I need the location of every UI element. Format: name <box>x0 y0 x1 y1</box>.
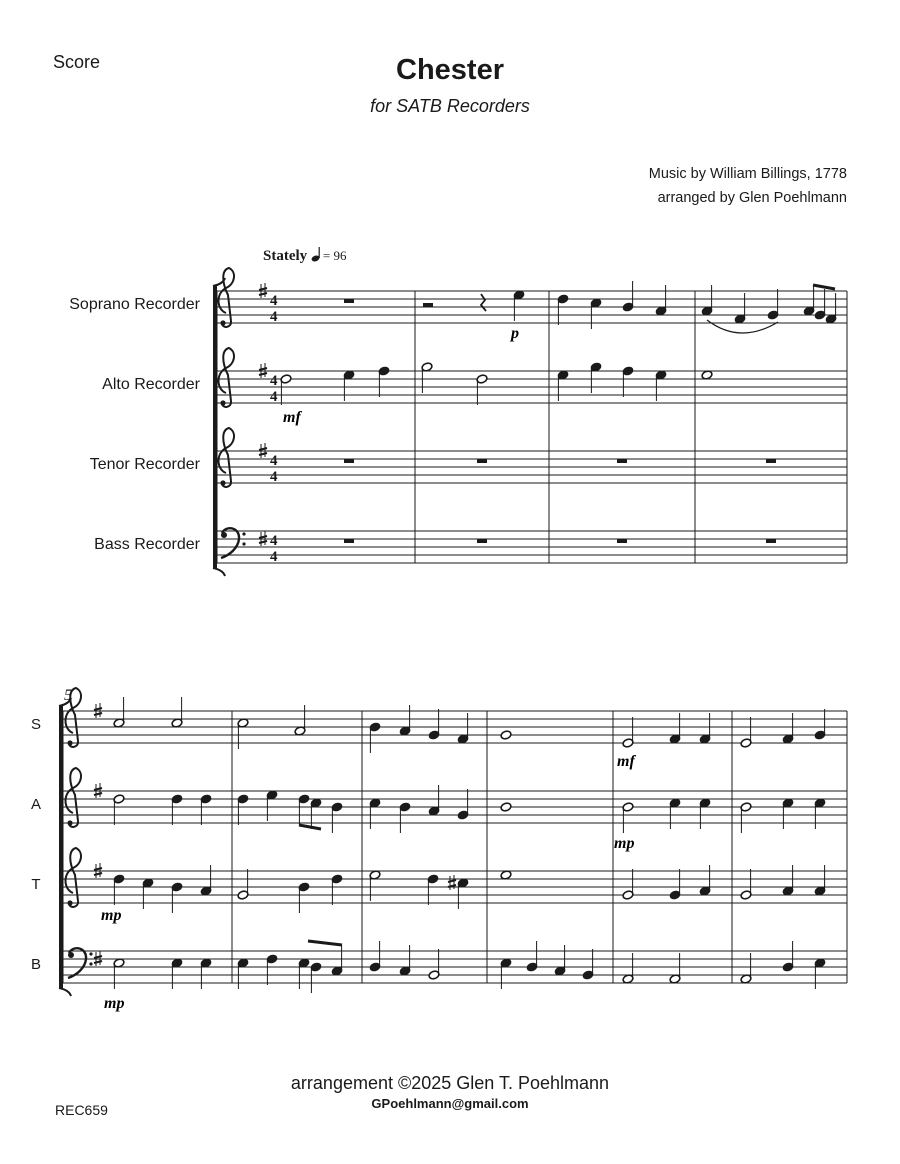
key-signature-sharp <box>259 531 267 546</box>
dynamic-alto: mf <box>283 409 301 426</box>
dynamic-alto-sys2: mp <box>614 835 635 852</box>
whole-rest <box>344 299 354 303</box>
key-signature-sharp <box>259 443 267 458</box>
time-signature: 4 <box>270 293 278 309</box>
time-signature: 4 <box>270 453 278 469</box>
time-signature: 4 <box>270 533 278 549</box>
note <box>500 730 512 740</box>
whole-rest <box>344 539 354 543</box>
whole-rest <box>344 459 354 463</box>
treble-clef-icon <box>219 428 235 487</box>
whole-rest <box>617 539 627 543</box>
key-signature-sharp <box>94 863 102 878</box>
dynamic-soprano: p <box>511 325 519 342</box>
system-bracket <box>213 286 217 568</box>
instrument-name-tenor: Tenor Recorder <box>89 456 200 473</box>
key-signature-sharp <box>259 363 267 378</box>
half-rest <box>423 303 433 307</box>
time-signature: 4 <box>270 549 278 565</box>
instrument-name-alto: Alto Recorder <box>102 376 200 393</box>
instrument-abbr-s: S <box>30 716 41 733</box>
quarter-rest <box>481 294 486 311</box>
key-signature-sharp <box>259 283 267 298</box>
piece-subtitle: for SATB Recorders <box>370 96 530 116</box>
treble-clef-icon <box>219 348 235 407</box>
notation-marks <box>66 268 837 993</box>
system-bracket <box>59 706 63 988</box>
treble-clef-icon <box>219 268 235 327</box>
composer-credit: Music by William Billings, 1778 <box>648 166 847 182</box>
bass-clef-icon <box>221 528 246 558</box>
beam <box>813 285 835 289</box>
whole-rest <box>477 539 487 543</box>
system-bracket <box>59 988 71 996</box>
piece-title: Chester <box>396 54 504 86</box>
beam <box>308 941 342 945</box>
bass-clef-icon <box>68 948 93 978</box>
copyright-line: arrangement ©2025 Glen T. Poehlmann <box>290 1073 610 1093</box>
dynamic-bass-sys2: mp <box>104 995 125 1012</box>
whole-rest <box>617 459 627 463</box>
dynamic-tenor-sys2: mp <box>101 907 122 924</box>
instrument-abbr-a: A <box>30 796 41 813</box>
beam <box>299 825 321 829</box>
key-signature-sharp <box>94 951 102 966</box>
key-signature-sharp <box>94 703 102 718</box>
time-signature: 4 <box>270 389 278 405</box>
arranger-credit: arranged by Glen Poehlmann <box>657 190 847 206</box>
instrument-abbr-b: B <box>30 956 41 973</box>
whole-rest <box>766 459 776 463</box>
system-bracket <box>213 568 225 576</box>
measure-number: 5 <box>64 687 72 704</box>
time-signature: 4 <box>270 309 278 325</box>
whole-rest <box>766 539 776 543</box>
tempo-value: = 96 <box>322 248 347 263</box>
catalog-code: REC659 <box>55 1102 108 1118</box>
time-signature: 4 <box>270 373 278 389</box>
treble-clef-icon <box>66 768 82 827</box>
accidental-sharp <box>448 875 456 890</box>
whole-rest <box>477 459 487 463</box>
score-label: Score <box>53 52 101 72</box>
instrument-name-soprano: Soprano Recorder <box>69 296 200 313</box>
note <box>500 802 512 812</box>
time-signature: 4 <box>270 469 278 485</box>
treble-clef-icon <box>66 848 82 907</box>
instrument-name-bass: Bass Recorder <box>94 536 200 553</box>
instrument-abbr-t: T <box>31 876 41 893</box>
tempo-text: Stately <box>263 248 308 264</box>
key-signature-sharp <box>94 783 102 798</box>
dynamic-soprano-sys2: mf <box>617 753 635 770</box>
contact-email: GPoehlmann@gmail.com <box>371 1096 529 1111</box>
